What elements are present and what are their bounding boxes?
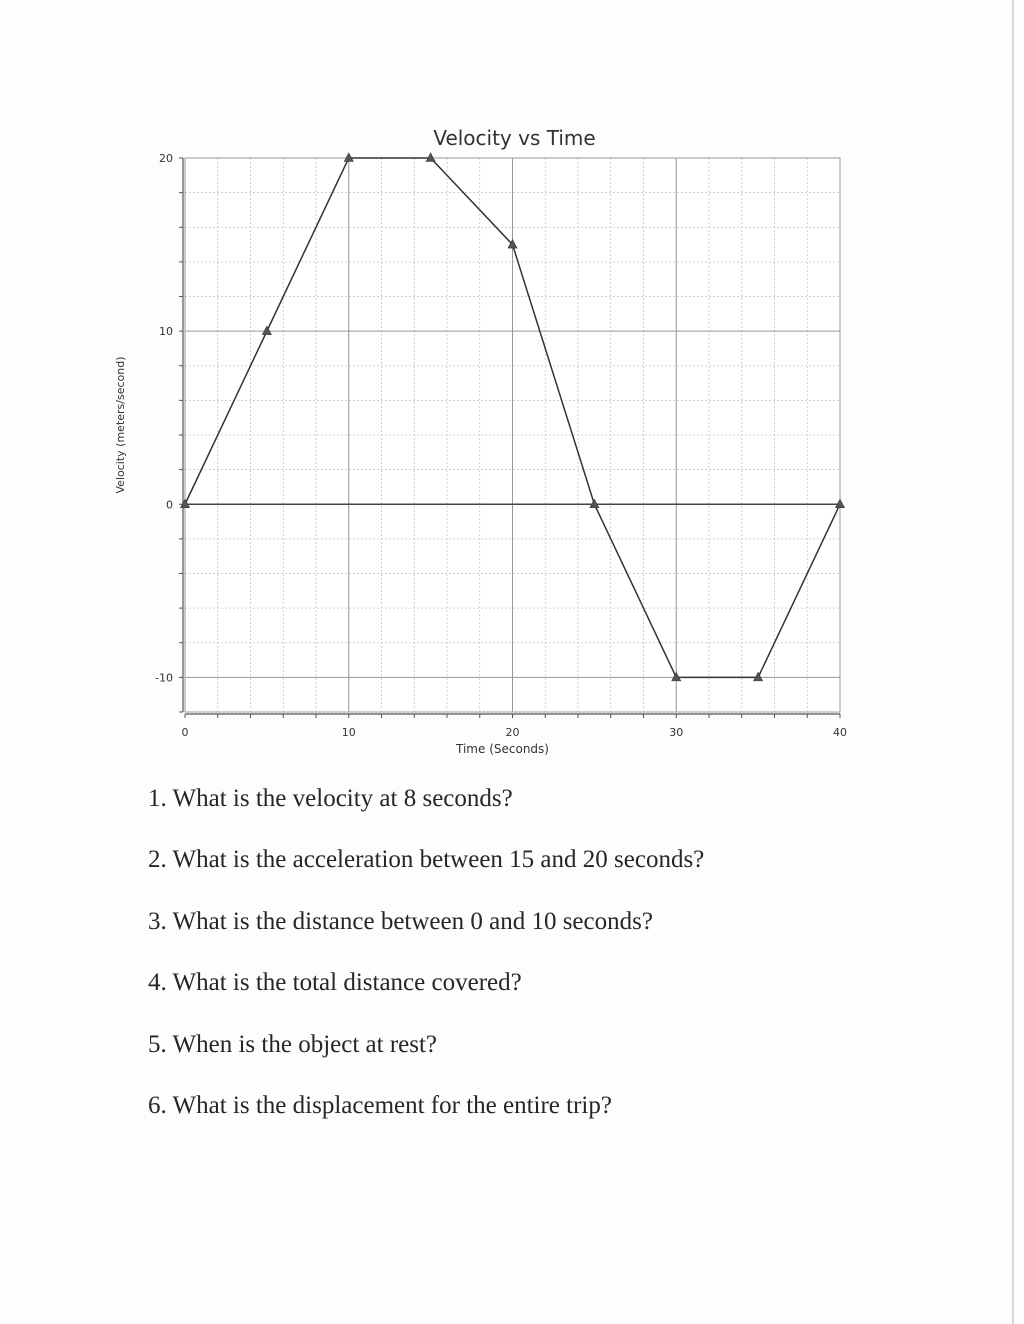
y-tick-label: 0 <box>166 498 173 512</box>
x-tick-label: 20 <box>505 726 520 739</box>
x-tick-label: 10 <box>341 726 356 739</box>
chart-svg <box>100 115 880 765</box>
question-2: 2. What is the acceleration between 15 and 20 seconds? <box>148 846 705 874</box>
question-1: 1. What is the velocity at 8 seconds? <box>148 785 513 812</box>
question-4: 4. What is the total distance covered? <box>148 969 522 997</box>
y-tick-label: 10 <box>159 325 173 339</box>
question-5: 5. When is the object at rest? <box>148 1030 438 1058</box>
question-6: 6. What is the displacement for the entire trip? <box>148 1091 612 1119</box>
x-tick-label: 0 <box>181 726 189 739</box>
x-tick-label: 30 <box>669 726 684 739</box>
x-axis-label: Time (Seconds) <box>456 742 549 756</box>
y-axis-label: Velocity (meters/second) <box>114 356 127 494</box>
y-tick-label: 20 <box>159 152 173 165</box>
page-edge-line <box>1012 0 1014 1324</box>
question-3: 3. What is the distance between 0 and 10 seconds? <box>148 907 653 935</box>
velocity-time-chart <box>100 115 880 765</box>
x-tick-label: 40 <box>833 726 847 739</box>
question-list <box>148 780 908 1148</box>
y-tick-label: -10 <box>155 671 173 685</box>
chart-title: Velocity vs Time <box>433 126 596 150</box>
